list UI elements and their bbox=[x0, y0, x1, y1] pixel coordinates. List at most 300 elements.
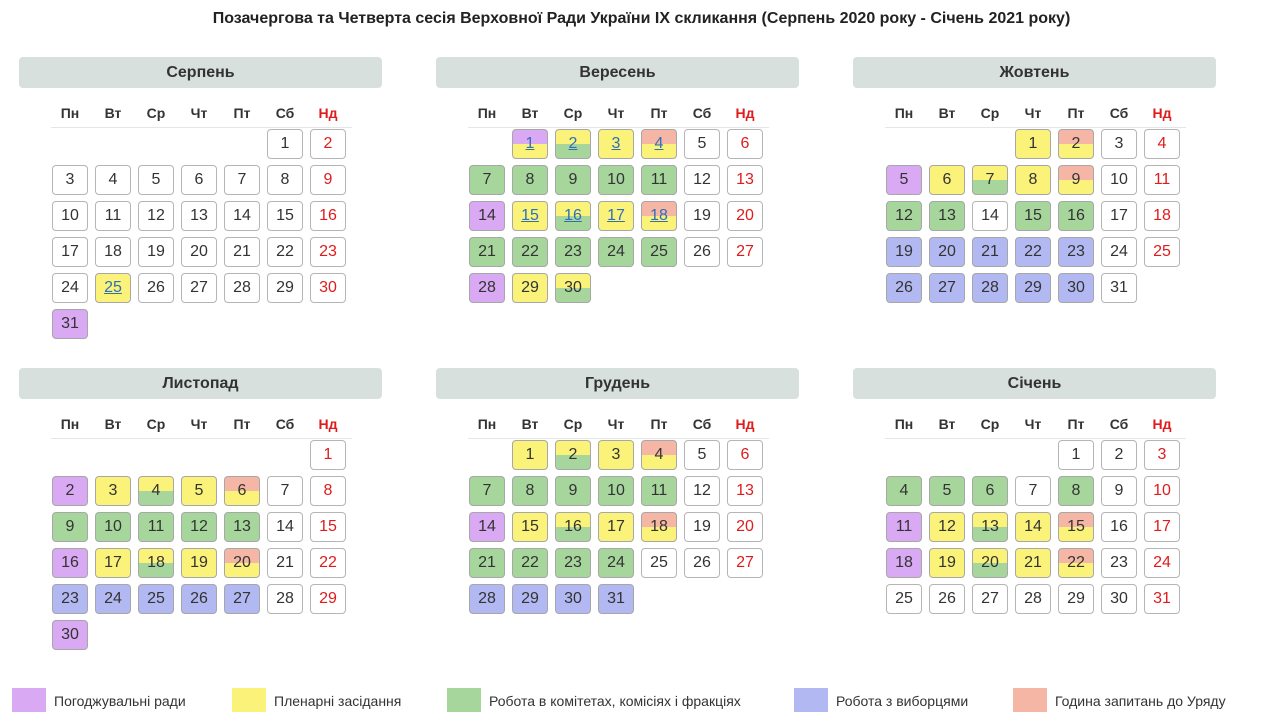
page-title: Позачергова та Четверта сесія Верховної Ради України IX скликання (Серпень 2020 року - Січень 2021 року) bbox=[212, 10, 1071, 27]
calendar-day bbox=[886, 165, 922, 195]
calendar-day bbox=[181, 548, 217, 578]
day-number[interactable]: 2 bbox=[568, 135, 578, 152]
calendar-day[interactable] bbox=[641, 201, 677, 231]
day-number: 24 bbox=[61, 279, 79, 296]
weekday-label: Вт bbox=[104, 105, 122, 121]
legend bbox=[0, 688, 1283, 716]
calendar-day bbox=[929, 273, 965, 303]
calendar-day bbox=[1144, 165, 1180, 195]
day-number: 10 bbox=[1153, 482, 1171, 499]
calendar-day bbox=[52, 201, 88, 231]
calendar-day bbox=[972, 548, 1008, 578]
calendar-day bbox=[469, 584, 505, 614]
day-number[interactable]: 15 bbox=[521, 207, 539, 224]
calendar-day bbox=[727, 440, 763, 470]
calendar-day[interactable] bbox=[598, 201, 634, 231]
calendar-day bbox=[138, 165, 174, 195]
calendar-day bbox=[972, 273, 1008, 303]
calendar-day bbox=[267, 273, 303, 303]
calendar-day[interactable] bbox=[555, 201, 591, 231]
day-number: 16 bbox=[319, 207, 337, 224]
day-number: 25 bbox=[895, 590, 913, 607]
month-days-grid bbox=[886, 129, 1186, 339]
day-number[interactable]: 3 bbox=[611, 135, 621, 152]
calendar-day bbox=[469, 273, 505, 303]
day-number: 4 bbox=[151, 482, 161, 499]
day-number: 6 bbox=[740, 446, 750, 463]
day-number[interactable]: 16 bbox=[564, 207, 582, 224]
weekday-label: Пн bbox=[894, 416, 914, 432]
weekday-label: Сб bbox=[1109, 105, 1129, 121]
day-number: 25 bbox=[650, 554, 668, 571]
calendar-day bbox=[267, 237, 303, 267]
calendar-day[interactable] bbox=[512, 129, 548, 159]
calendar-day bbox=[555, 584, 591, 614]
weekday-label: Ср bbox=[563, 105, 583, 121]
calendar-day[interactable] bbox=[95, 273, 131, 303]
calendar-day bbox=[1015, 165, 1051, 195]
calendar-day bbox=[1144, 584, 1180, 614]
day-number: 10 bbox=[104, 518, 122, 535]
month-header: Листопад bbox=[19, 368, 382, 399]
calendar-day bbox=[224, 476, 260, 506]
day-number: 29 bbox=[319, 590, 337, 607]
calendar-day bbox=[310, 129, 346, 159]
day-number: 6 bbox=[740, 135, 750, 152]
day-number: 3 bbox=[65, 171, 75, 188]
weekday-header-row bbox=[51, 416, 352, 439]
calendar-day bbox=[52, 512, 88, 542]
weekday-label: Вт bbox=[938, 416, 956, 432]
day-number: 24 bbox=[1110, 243, 1128, 260]
day-number: 9 bbox=[568, 482, 578, 499]
calendar-day bbox=[684, 165, 720, 195]
calendar-day bbox=[267, 129, 303, 159]
weekday-label: Нд bbox=[1152, 105, 1172, 121]
day-number: 19 bbox=[938, 554, 956, 571]
day-number: 23 bbox=[564, 243, 582, 260]
calendar-day bbox=[512, 440, 548, 470]
day-number: 9 bbox=[1114, 482, 1124, 499]
day-number: 20 bbox=[190, 243, 208, 260]
legend-label: Пленарні засідання bbox=[274, 693, 402, 709]
day-number: 11 bbox=[895, 518, 913, 535]
legend-label: Погоджувальні ради bbox=[54, 693, 186, 709]
calendar-day bbox=[469, 165, 505, 195]
month-calendar bbox=[853, 57, 1216, 337]
calendar-day bbox=[138, 237, 174, 267]
calendar-day bbox=[224, 273, 260, 303]
day-number: 18 bbox=[1153, 207, 1171, 224]
calendar-day bbox=[224, 548, 260, 578]
calendar-day bbox=[727, 476, 763, 506]
day-number: 25 bbox=[650, 243, 668, 260]
day-number: 15 bbox=[521, 518, 539, 535]
day-number: 19 bbox=[190, 554, 208, 571]
calendar-day bbox=[886, 512, 922, 542]
calendar-day bbox=[727, 548, 763, 578]
day-number: 30 bbox=[564, 279, 582, 296]
calendar-day bbox=[52, 237, 88, 267]
calendar-day bbox=[684, 201, 720, 231]
calendar-day bbox=[598, 476, 634, 506]
day-number: 11 bbox=[650, 171, 668, 188]
calendar-day bbox=[929, 584, 965, 614]
day-number: 31 bbox=[607, 590, 625, 607]
weekday-label: Пт bbox=[233, 416, 251, 432]
calendar-day bbox=[138, 273, 174, 303]
day-number: 5 bbox=[697, 446, 707, 463]
day-number: 6 bbox=[985, 482, 995, 499]
calendar-day bbox=[512, 512, 548, 542]
legend-swatch bbox=[794, 688, 828, 712]
day-number: 6 bbox=[194, 171, 204, 188]
calendar-day bbox=[52, 273, 88, 303]
calendar-day bbox=[641, 512, 677, 542]
day-number: 30 bbox=[319, 279, 337, 296]
day-number: 11 bbox=[147, 518, 165, 535]
calendar-day bbox=[267, 201, 303, 231]
day-number: 1 bbox=[1071, 446, 1081, 463]
calendar-day[interactable] bbox=[598, 129, 634, 159]
day-number: 21 bbox=[478, 243, 496, 260]
day-number: 28 bbox=[233, 279, 251, 296]
day-number: 4 bbox=[108, 171, 118, 188]
day-number: 28 bbox=[981, 279, 999, 296]
day-number: 26 bbox=[190, 590, 208, 607]
month-header: Серпень bbox=[19, 57, 382, 88]
calendar-day bbox=[684, 548, 720, 578]
calendar-day bbox=[224, 237, 260, 267]
calendar-day bbox=[181, 584, 217, 614]
month-days-grid bbox=[52, 129, 352, 339]
calendar-day bbox=[310, 512, 346, 542]
calendar-day bbox=[1144, 440, 1180, 470]
day-number: 19 bbox=[693, 207, 711, 224]
day-number: 5 bbox=[697, 135, 707, 152]
calendar-day bbox=[267, 584, 303, 614]
day-number: 28 bbox=[478, 590, 496, 607]
day-number: 22 bbox=[1067, 554, 1085, 571]
day-number: 21 bbox=[478, 554, 496, 571]
calendar-day bbox=[95, 512, 131, 542]
calendar-day bbox=[727, 129, 763, 159]
weekday-label: Ср bbox=[563, 416, 583, 432]
month-header: Січень bbox=[853, 368, 1216, 399]
day-number: 8 bbox=[323, 482, 333, 499]
calendar-day bbox=[1015, 273, 1051, 303]
day-number: 4 bbox=[654, 446, 664, 463]
day-number: 4 bbox=[1157, 135, 1167, 152]
day-number: 11 bbox=[1153, 171, 1171, 188]
calendar-day bbox=[1015, 201, 1051, 231]
day-number: 19 bbox=[693, 518, 711, 535]
day-number: 27 bbox=[981, 590, 999, 607]
calendar-day bbox=[1015, 584, 1051, 614]
day-number: 20 bbox=[938, 243, 956, 260]
weekday-label: Ср bbox=[146, 416, 166, 432]
day-number: 4 bbox=[899, 482, 909, 499]
calendar-day bbox=[224, 201, 260, 231]
day-number: 8 bbox=[525, 171, 535, 188]
day-number: 12 bbox=[190, 518, 208, 535]
weekday-header-row bbox=[468, 105, 769, 128]
calendar-day bbox=[886, 273, 922, 303]
calendar-day bbox=[512, 476, 548, 506]
day-number: 2 bbox=[323, 135, 333, 152]
calendar-day bbox=[1058, 548, 1094, 578]
day-number: 24 bbox=[1153, 554, 1171, 571]
day-number: 20 bbox=[233, 554, 251, 571]
calendar-day bbox=[1101, 201, 1137, 231]
day-number: 5 bbox=[194, 482, 204, 499]
calendar-day bbox=[886, 201, 922, 231]
calendar-day bbox=[598, 237, 634, 267]
day-number: 27 bbox=[190, 279, 208, 296]
day-number: 30 bbox=[1110, 590, 1128, 607]
weekday-label: Пн bbox=[894, 105, 914, 121]
day-number: 8 bbox=[525, 482, 535, 499]
day-number: 6 bbox=[237, 482, 247, 499]
calendar-day bbox=[1015, 129, 1051, 159]
day-number: 28 bbox=[276, 590, 294, 607]
calendar-day bbox=[727, 201, 763, 231]
weekday-label: Пн bbox=[477, 105, 497, 121]
day-number: 1 bbox=[1028, 135, 1038, 152]
legend-label: Робота з виборцями bbox=[836, 693, 969, 709]
weekday-label: Нд bbox=[735, 416, 755, 432]
day-number: 29 bbox=[521, 279, 539, 296]
day-number: 10 bbox=[607, 482, 625, 499]
calendar-day bbox=[727, 512, 763, 542]
calendar-day bbox=[1144, 512, 1180, 542]
day-number: 9 bbox=[65, 518, 75, 535]
calendar-day bbox=[1144, 201, 1180, 231]
day-number: 18 bbox=[147, 554, 165, 571]
day-number: 24 bbox=[104, 590, 122, 607]
day-number: 25 bbox=[1153, 243, 1171, 260]
day-number: 7 bbox=[482, 171, 492, 188]
day-number: 26 bbox=[693, 243, 711, 260]
day-number: 14 bbox=[1024, 518, 1042, 535]
weekday-label: Нд bbox=[1152, 416, 1172, 432]
calendar-day bbox=[469, 201, 505, 231]
day-number: 12 bbox=[693, 171, 711, 188]
calendar-day bbox=[641, 165, 677, 195]
day-number[interactable]: 17 bbox=[607, 207, 625, 224]
calendar-day bbox=[310, 237, 346, 267]
calendar-day bbox=[52, 620, 88, 650]
day-number: 29 bbox=[1067, 590, 1085, 607]
legend-swatch bbox=[12, 688, 46, 712]
calendar-day bbox=[267, 165, 303, 195]
day-number: 3 bbox=[108, 482, 118, 499]
calendar-day bbox=[224, 584, 260, 614]
day-number: 23 bbox=[1110, 554, 1128, 571]
calendar-day bbox=[598, 548, 634, 578]
day-number[interactable]: 4 bbox=[654, 135, 664, 152]
day-number: 16 bbox=[61, 554, 79, 571]
calendar-day bbox=[1101, 273, 1137, 303]
day-number: 31 bbox=[1110, 279, 1128, 296]
calendar-day bbox=[727, 237, 763, 267]
calendar-day bbox=[1144, 548, 1180, 578]
calendar-day bbox=[641, 237, 677, 267]
weekday-label: Чт bbox=[1024, 105, 1042, 121]
calendar-day bbox=[1144, 476, 1180, 506]
day-number: 21 bbox=[276, 554, 294, 571]
calendar-day bbox=[684, 476, 720, 506]
day-number: 9 bbox=[568, 171, 578, 188]
day-number[interactable]: 1 bbox=[525, 135, 535, 152]
day-number: 5 bbox=[942, 482, 952, 499]
day-number: 7 bbox=[985, 171, 995, 188]
day-number: 2 bbox=[1114, 446, 1124, 463]
day-number: 23 bbox=[61, 590, 79, 607]
calendar-day bbox=[727, 165, 763, 195]
calendar-day bbox=[512, 584, 548, 614]
legend-swatch bbox=[447, 688, 481, 712]
day-number: 12 bbox=[147, 207, 165, 224]
calendar-day bbox=[310, 165, 346, 195]
calendar-day bbox=[181, 165, 217, 195]
day-number: 18 bbox=[895, 554, 913, 571]
calendar-day[interactable] bbox=[555, 129, 591, 159]
month-calendar bbox=[436, 368, 799, 648]
day-number: 1 bbox=[525, 446, 535, 463]
day-number: 20 bbox=[736, 207, 754, 224]
weekday-label: Пт bbox=[233, 105, 251, 121]
calendar-day bbox=[555, 273, 591, 303]
month-days-grid bbox=[469, 440, 769, 650]
day-number: 14 bbox=[478, 207, 496, 224]
day-number: 22 bbox=[521, 554, 539, 571]
calendar-day bbox=[555, 548, 591, 578]
day-number: 24 bbox=[607, 243, 625, 260]
day-number: 8 bbox=[1028, 171, 1038, 188]
calendar-day bbox=[1015, 237, 1051, 267]
weekday-label: Сб bbox=[275, 416, 295, 432]
day-number: 11 bbox=[650, 482, 668, 499]
legend-swatch bbox=[1013, 688, 1047, 712]
day-number: 11 bbox=[104, 207, 122, 224]
day-number: 10 bbox=[61, 207, 79, 224]
day-number: 10 bbox=[607, 171, 625, 188]
calendar-day bbox=[512, 548, 548, 578]
calendar-day bbox=[138, 512, 174, 542]
day-number: 2 bbox=[1071, 135, 1081, 152]
calendar-day bbox=[95, 548, 131, 578]
day-number: 26 bbox=[938, 590, 956, 607]
calendar-day bbox=[1058, 584, 1094, 614]
day-number: 3 bbox=[1114, 135, 1124, 152]
day-number: 18 bbox=[650, 518, 668, 535]
weekday-label: Нд bbox=[735, 105, 755, 121]
calendar-day bbox=[641, 476, 677, 506]
day-number: 15 bbox=[276, 207, 294, 224]
calendar-day bbox=[181, 512, 217, 542]
calendar-day bbox=[555, 440, 591, 470]
day-number: 14 bbox=[478, 518, 496, 535]
day-number[interactable]: 25 bbox=[104, 279, 122, 296]
day-number: 30 bbox=[1067, 279, 1085, 296]
calendar-day bbox=[52, 584, 88, 614]
calendar-day bbox=[95, 201, 131, 231]
day-number: 13 bbox=[981, 518, 999, 535]
weekday-label: Пн bbox=[60, 416, 80, 432]
calendar-day bbox=[95, 165, 131, 195]
day-number: 15 bbox=[319, 518, 337, 535]
weekday-label: Ср bbox=[980, 105, 1000, 121]
calendar-day bbox=[929, 512, 965, 542]
calendar-day bbox=[95, 237, 131, 267]
day-number: 12 bbox=[693, 482, 711, 499]
calendar-day bbox=[52, 309, 88, 339]
calendar-day bbox=[1015, 548, 1051, 578]
month-days-grid bbox=[886, 440, 1186, 650]
day-number: 30 bbox=[564, 590, 582, 607]
calendar-day bbox=[52, 476, 88, 506]
calendar-day bbox=[310, 201, 346, 231]
day-number: 25 bbox=[147, 590, 165, 607]
legend-swatch bbox=[232, 688, 266, 712]
day-number: 19 bbox=[895, 243, 913, 260]
day-number[interactable]: 18 bbox=[650, 207, 668, 224]
weekday-header-row bbox=[885, 105, 1186, 128]
day-number: 3 bbox=[1157, 446, 1167, 463]
calendar-day bbox=[1101, 476, 1137, 506]
day-number: 28 bbox=[1024, 590, 1042, 607]
month-days-grid bbox=[52, 440, 352, 650]
day-number: 31 bbox=[1153, 590, 1171, 607]
calendar-day bbox=[929, 476, 965, 506]
calendar-day bbox=[972, 584, 1008, 614]
calendar-day bbox=[598, 440, 634, 470]
month-days-grid bbox=[469, 129, 769, 339]
day-number: 12 bbox=[895, 207, 913, 224]
day-number: 23 bbox=[319, 243, 337, 260]
day-number: 29 bbox=[276, 279, 294, 296]
day-number: 14 bbox=[233, 207, 251, 224]
day-number: 10 bbox=[1110, 171, 1128, 188]
day-number: 7 bbox=[280, 482, 290, 499]
calendar-day bbox=[1101, 440, 1137, 470]
calendar-day[interactable] bbox=[641, 129, 677, 159]
calendar-day bbox=[684, 129, 720, 159]
calendar-day bbox=[1058, 440, 1094, 470]
day-number: 17 bbox=[607, 518, 625, 535]
calendar-day bbox=[512, 237, 548, 267]
day-number: 29 bbox=[1024, 279, 1042, 296]
calendar-day bbox=[555, 476, 591, 506]
calendar-day bbox=[310, 548, 346, 578]
day-number: 13 bbox=[736, 482, 754, 499]
calendar-day bbox=[310, 476, 346, 506]
calendar-day[interactable] bbox=[512, 201, 548, 231]
calendar-day bbox=[972, 476, 1008, 506]
weekday-label: Вт bbox=[104, 416, 122, 432]
weekday-label: Сб bbox=[275, 105, 295, 121]
day-number: 23 bbox=[1067, 243, 1085, 260]
weekday-label: Сб bbox=[692, 416, 712, 432]
weekday-label: Вт bbox=[938, 105, 956, 121]
day-number: 3 bbox=[611, 446, 621, 463]
calendar-day bbox=[929, 165, 965, 195]
calendar-day bbox=[1058, 273, 1094, 303]
calendar-day bbox=[469, 548, 505, 578]
day-number: 27 bbox=[736, 243, 754, 260]
calendar-day bbox=[1058, 165, 1094, 195]
